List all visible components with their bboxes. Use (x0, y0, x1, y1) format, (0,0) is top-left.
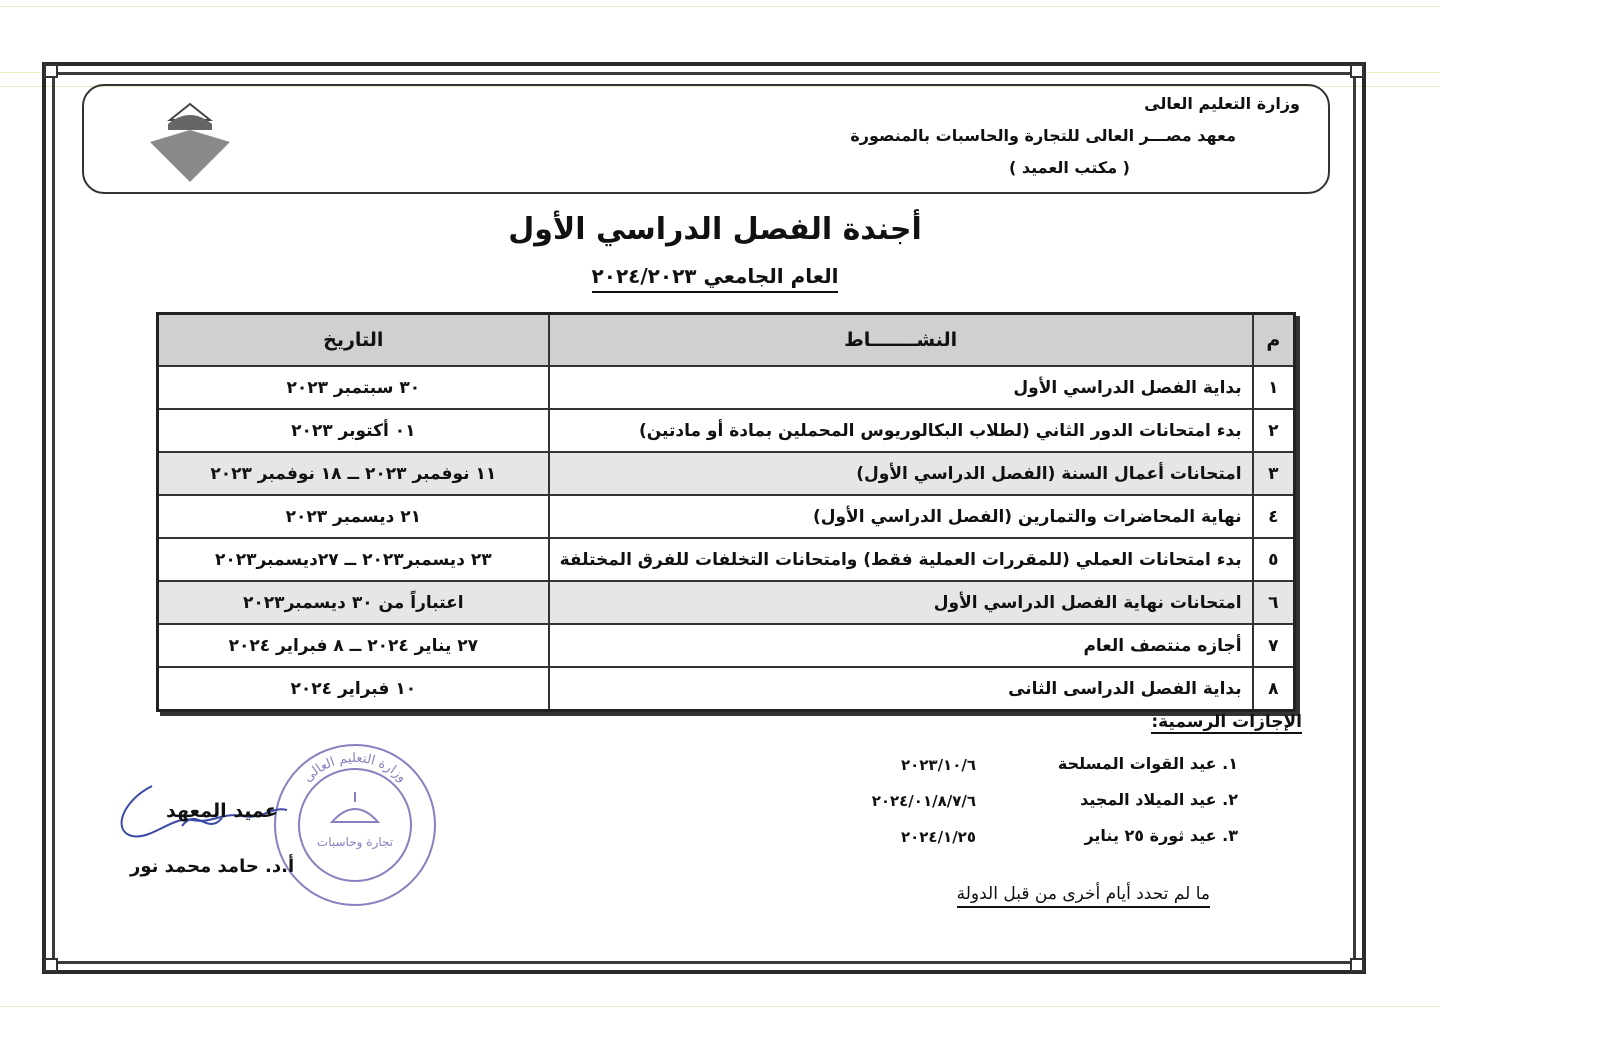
border-corner (1350, 958, 1364, 972)
row-num: ٢ (1253, 409, 1295, 452)
table-row (158, 624, 1295, 667)
row-num: ٦ (1253, 581, 1295, 624)
table-row (158, 452, 1295, 495)
holiday-date: ٢٠٢٣/١٠/٦ (900, 756, 976, 774)
table-row (158, 538, 1295, 581)
institute-name: معهد مصـــر العالى للتجارة والحاسبات بالمنصورة (850, 126, 1236, 145)
row-activity: امتحانات نهاية الفصل الدراسي الأول (549, 581, 1253, 624)
table-row (158, 495, 1295, 538)
table-row (158, 409, 1295, 452)
ministry-name: وزارة التعليم العالى (1144, 94, 1300, 113)
holiday-date: ٢٠٢٤/١/٢٥ (900, 828, 976, 846)
scan-artifact-line (0, 1006, 1440, 1007)
table-header-row (158, 314, 1295, 367)
row-activity: بداية الفصل الدراسي الأول (549, 366, 1253, 409)
row-num: ١ (1253, 366, 1295, 409)
row-date: ٢١ ديسمبر ٢٠٢٣ (158, 495, 549, 538)
border-corner (44, 958, 58, 972)
stamp-outer-text: وزارة التعليم العالى (300, 750, 410, 786)
header-activity: النشـــــــاط (549, 314, 1253, 367)
holidays-heading-text: الإجازات الرسمية: (1151, 712, 1302, 732)
row-date: ١٠ فبراير ٢٠٢٤ (158, 667, 549, 711)
official-stamp (272, 742, 438, 908)
row-activity: بداية الفصل الدراسى الثانى (549, 667, 1253, 711)
row-num: ٣ (1253, 452, 1295, 495)
row-activity: امتحانات أعمال السنة (الفصل الدراسي الأول) (549, 452, 1253, 495)
header-num: م (1253, 314, 1295, 367)
holiday-name: ٣. عيد ثورة ٢٥ يناير (1084, 826, 1238, 845)
header-date: التاريخ (158, 314, 549, 367)
holidays-heading (1151, 712, 1302, 732)
holiday-name: ١. عيد القوات المسلحة (1057, 754, 1238, 773)
office-name: ( مكتب العميد ) (1008, 158, 1130, 177)
table-row (158, 667, 1295, 711)
border-corner (44, 64, 58, 78)
row-num: ٨ (1253, 667, 1295, 711)
row-date: ٣٠ سبتمبر ٢٠٢٣ (158, 366, 549, 409)
row-activity: نهاية المحاضرات والتمارين (الفصل الدراسي الأول) (549, 495, 1253, 538)
footnote-text: ما لم تحدد أيام أخرى من قبل الدولة (957, 884, 1210, 908)
holiday-date: ٢٠٢٤/٠١/٨/٧/٦ (871, 792, 976, 810)
table-row (158, 366, 1295, 409)
row-date: ٠١ أكتوبر ٢٠٢٣ (158, 409, 549, 452)
row-date: ٢٧ يناير ٢٠٢٤ ــ ٨ فبراير ٢٠٢٤ (158, 624, 549, 667)
row-date: اعتباراً من ٣٠ ديسمبر٢٠٢٣ (158, 581, 549, 624)
row-activity: بدء امتحانات الدور الثاني (لطلاب البكالوريوس المحملين بمادة أو مادتين) (549, 409, 1253, 452)
table-row (158, 581, 1295, 624)
academic-year-text: العام الجامعي ٢٠٢٤/٢٠٢٣ (592, 264, 839, 293)
academic-year (0, 264, 1430, 288)
border-corner (1350, 64, 1364, 78)
row-num: ٤ (1253, 495, 1295, 538)
page-title: أجندة الفصل الدراسي الأول (508, 212, 922, 247)
scan-artifact-line (0, 6, 1440, 7)
footnote (957, 884, 1210, 904)
row-num: ٧ (1253, 624, 1295, 667)
signatory-title: عميد المعهد (166, 800, 278, 822)
holiday-name: ٢. عيد الميلاد المجيد (1080, 790, 1238, 809)
row-num: ٥ (1253, 538, 1295, 581)
row-activity: أجازه منتصف العام (549, 624, 1253, 667)
signatory-name: أ.د. حامد محمد نور (130, 856, 295, 877)
row-activity: بدء امتحانات العملي (للمقررات العملية فقط) وامتحانات التخلفات للفرق المختلفة (549, 538, 1253, 581)
row-date: ٢٣ ديسمبر٢٠٢٣ ــ ٢٧ديسمبر٢٠٢٣ (158, 538, 549, 581)
row-date: ١١ نوفمبر ٢٠٢٣ ــ ١٨ نوفمبر ٢٠٢٣ (158, 452, 549, 495)
institute-logo (140, 100, 240, 184)
stamp-inner-text: تجارة وحاسبات (316, 835, 394, 849)
agenda-table (156, 312, 1296, 712)
